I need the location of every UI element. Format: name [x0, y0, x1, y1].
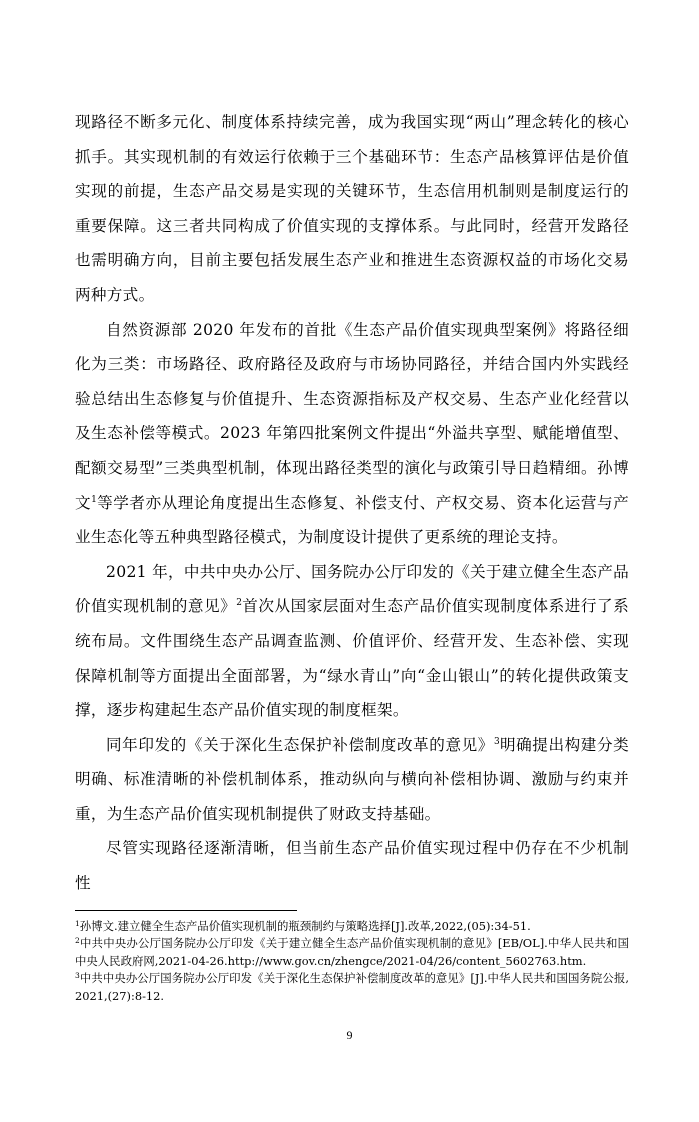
- footnote-2-text: 中共中央办公厅国务院办公厅印发《关于建立健全生态产品价值实现机制的意见》[EB/OL].中华人民共和国中央人民政府网,2021-04-26.http://www.gov.cn/zhengce/2021-04/26/content_5602763.htm.: [75, 936, 629, 968]
- footnote-2-mark: 2: [75, 936, 80, 946]
- paragraph-5-text: 尽管实现路径逐渐清晰，但当前生态产品价值实现过程中仍存在不少机制性: [75, 839, 629, 893]
- footnotes: [75, 918, 629, 1005]
- paragraph-2-text-a: 自然资源部 2020 年发布的首批《生态产品价值实现典型案例》将路径细化为三类：市场路径、政府路径及政府与市场协同路径，并结合国内外实践经验总结出生态修复与价值提升、生态资源指标及产权交易、生态产业化经营以及生态补偿等模式。2023 年第四批案例文件提出“外溢共享型、赋能增值型、配额交易型”三类典型机制，体现出路径类型的演化与政策引导日趋精细。孙博文: [75, 320, 629, 512]
- paragraph-4: [75, 728, 629, 832]
- footnote-ref-3[interactable]: 3: [493, 736, 500, 747]
- footnote-1-mark: 1: [75, 919, 80, 928]
- paragraph-4-text-b: 明确提出构建分类明确、标准清晰的补偿机制体系，推动纵向与横向补偿相协调、激励与约束并重，为生态产品价值实现机制提供了财政支持基础。: [75, 735, 630, 823]
- paragraph-2-text-b: 等学者亦从理论角度提出生态修复、补偿支付、产权交易、资本化运营与产业生态化等五种典型路径模式，为制度设计提供了更系统的理论支持。: [75, 493, 629, 547]
- footnote-ref-1[interactable]: 1: [91, 494, 97, 505]
- footnote-divider: [75, 910, 297, 911]
- footnote-2: [75, 935, 629, 970]
- paragraph-3: [75, 555, 629, 728]
- footnote-1: [75, 918, 629, 935]
- body-text: [75, 105, 629, 901]
- paragraph-1-text: 现路径不断多元化、制度体系持续完善，成为我国实现“两山”理念转化的核心抓手。其实现机制的有效运行依赖于三个基础环节：生态产品核算评估是价值实现的前提，生态产品交易是实现的关键环节，生态信用机制则是制度运行的重要保障。这三者共同构成了价值实现的支撑体系。与此同时，经营开发路径也需明确方向，目前主要包括发展生态产业和推进生态资源权益的市场化交易两种方式。: [75, 113, 629, 304]
- paragraph-5: [75, 831, 629, 900]
- paragraph-3-text-a: 2021 年，中共中央办公厅、国务院办公厅印发的《关于建立健全生态产品价值实现机制的意见》: [75, 562, 629, 616]
- footnote-ref-2[interactable]: 2: [236, 598, 242, 609]
- footnote-3-mark: 3: [75, 971, 80, 981]
- footnote-3: [75, 970, 629, 1005]
- paragraph-3-text-b: 首次从国家层面对生态产品价值实现制度体系进行了系统布局。文件围绕生态产品调查监测、价值评价、经营开发、生态补偿、实现保障机制等方面提出全面部署，为“绿水青山”向“金山银山”的转化提供政策支撑，逐步构建起生态产品价值实现的制度框架。: [75, 597, 629, 720]
- page-number: 9: [346, 1028, 353, 1042]
- paragraph-1: [75, 105, 629, 313]
- paragraph-4-text-a: 同年印发的《关于深化生态保护补偿制度改革的意见》: [106, 735, 494, 754]
- paragraph-2: [75, 313, 629, 555]
- footnote-1-text: 孙博文.建立健全生态产品价值实现机制的瓶颈制约与策略选择[J].改革,2022,(05):34-51.: [79, 919, 531, 933]
- footnote-3-text: 中共中央办公厅国务院办公厅印发《关于深化生态保护补偿制度改革的意见》[J].中华人民共和国国务院公报,2021,(27):8-12.: [75, 971, 629, 1003]
